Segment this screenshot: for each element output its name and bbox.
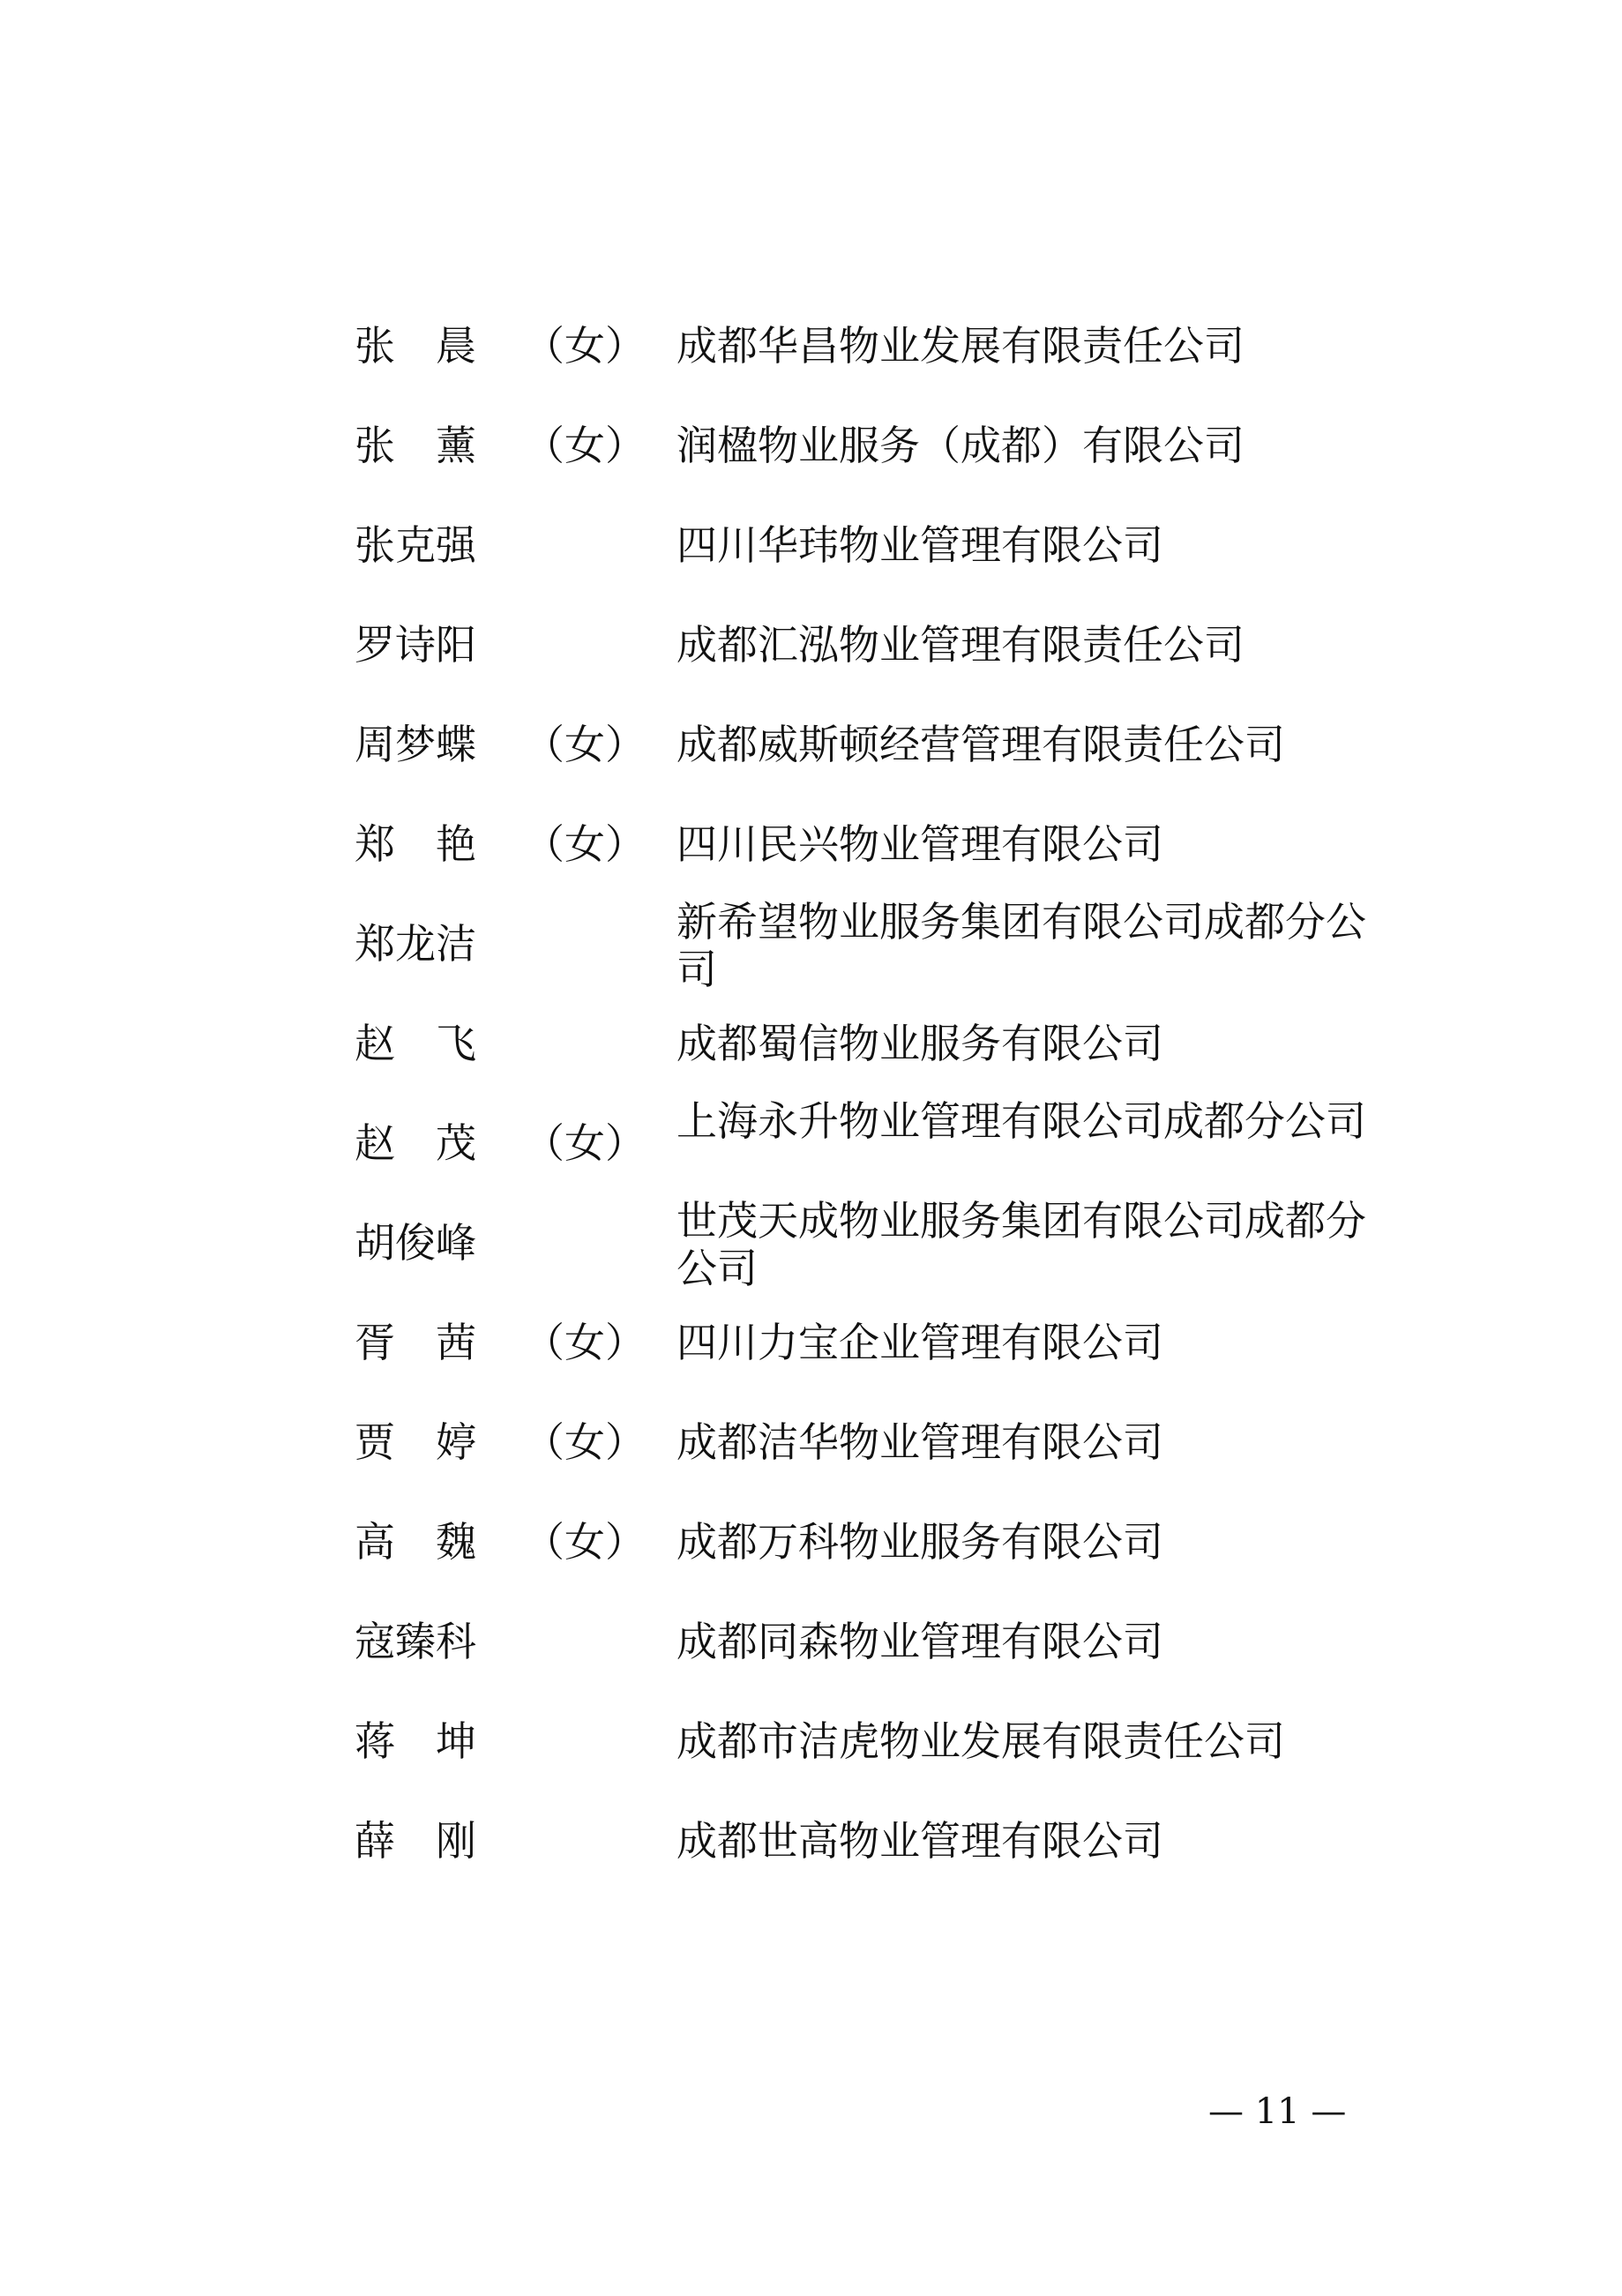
person-name: 罗诗阳 bbox=[355, 621, 476, 669]
person-name: 张 晨 bbox=[355, 322, 476, 370]
person-name: 寇臻科 bbox=[355, 1618, 476, 1665]
person-name: 薛 刚 bbox=[355, 1817, 476, 1865]
person-name: 周梦蝶 bbox=[355, 721, 476, 768]
company-name: 成都汇泓物业管理有限责任公司 bbox=[676, 621, 1245, 669]
person-name: 胥 茜 bbox=[355, 1319, 476, 1366]
person-name: 高 魏 bbox=[355, 1518, 476, 1566]
person-name: 张克强 bbox=[355, 521, 476, 569]
company-name: 成都同森物业管理有限公司 bbox=[676, 1618, 1163, 1665]
gender-note: （女） bbox=[524, 422, 646, 469]
gender-note: （女） bbox=[524, 1319, 646, 1366]
company-name: 新希望物业服务集团有限公司成都分公司 bbox=[676, 898, 1366, 993]
person-name: 赵 飞 bbox=[355, 1020, 476, 1067]
company-name: 四川力宝企业管理有限公司 bbox=[676, 1319, 1163, 1366]
gender-note: （女） bbox=[524, 1119, 646, 1167]
person-name: 郑 艳 bbox=[355, 820, 476, 868]
company-name: 成都华昌物业发展有限责任公司 bbox=[676, 322, 1245, 370]
company-name: 成都蜀信物业服务有限公司 bbox=[676, 1020, 1163, 1067]
gender-note: （女） bbox=[524, 322, 646, 370]
company-name: 世茂天成物业服务集团有限公司成都分公司 bbox=[676, 1197, 1366, 1292]
company-name: 成都世高物业管理有限公司 bbox=[676, 1817, 1163, 1865]
person-name: 贾 婷 bbox=[355, 1418, 476, 1466]
gender-note: （女） bbox=[524, 1418, 646, 1466]
person-name: 张 薰 bbox=[355, 422, 476, 469]
company-name: 润楹物业服务（成都）有限公司 bbox=[676, 422, 1245, 469]
person-name: 胡俊峰 bbox=[355, 1219, 476, 1267]
page-number: — 11 — bbox=[1208, 2091, 1347, 2132]
company-name: 上海永升物业管理有限公司成都分公司 bbox=[676, 1097, 1366, 1145]
company-name: 四川民兴物业管理有限公司 bbox=[676, 820, 1163, 868]
company-name: 成都万科物业服务有限公司 bbox=[676, 1518, 1163, 1566]
person-name: 郑龙洁 bbox=[355, 920, 476, 968]
company-name: 成都洁华物业管理有限公司 bbox=[676, 1418, 1163, 1466]
person-name: 蒋 坤 bbox=[355, 1717, 476, 1765]
company-name: 成都市洁虎物业发展有限责任公司 bbox=[676, 1717, 1285, 1765]
person-name: 赵 茂 bbox=[355, 1119, 476, 1167]
company-name: 成都威斯顿经营管理有限责任公司 bbox=[676, 721, 1285, 768]
company-name: 四川华玮物业管理有限公司 bbox=[676, 521, 1163, 569]
gender-note: （女） bbox=[524, 820, 646, 868]
gender-note: （女） bbox=[524, 721, 646, 768]
gender-note: （女） bbox=[524, 1518, 646, 1566]
